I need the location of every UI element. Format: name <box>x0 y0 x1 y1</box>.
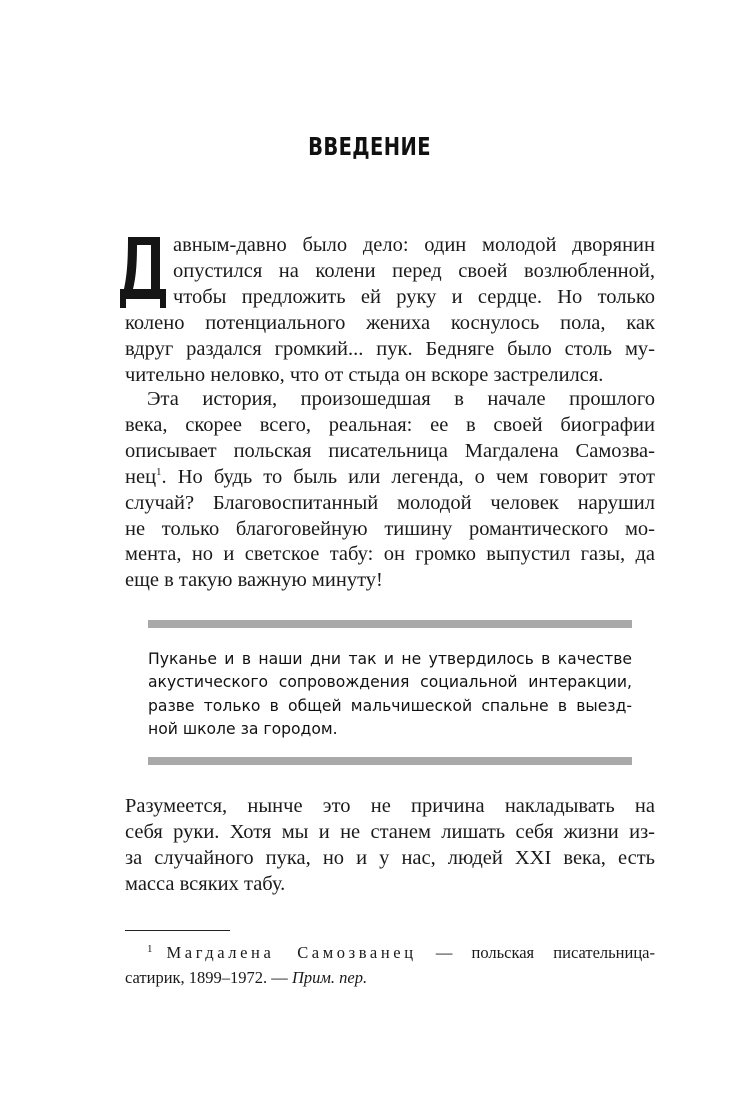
callout-top-rule <box>148 620 632 628</box>
text-line: масса всяких табу. <box>125 872 286 895</box>
text-line: Эта история, произошедшая в начале прошлого <box>147 388 655 410</box>
chapter-title: ВВЕДЕНИЕ <box>308 132 431 161</box>
footnote-line <box>125 940 655 965</box>
text-fragment: . Но будь то быль или легенда, о чем говорит этот <box>161 465 655 488</box>
text-line: случай? Благовоспитанный молодой человек нарушил <box>125 491 655 514</box>
callout-bottom-rule <box>148 757 632 765</box>
callout-box <box>148 648 632 742</box>
text-line: вдруг раздался громкий... пук. Бедняге было столь му- <box>125 337 655 360</box>
text-line: Разумеется, нынче это не причина накладывать на <box>125 795 655 817</box>
callout-line: разве только в общей мальчишеской спальне в выезд- <box>148 696 632 715</box>
text-line: не только благоговейную тишину романтического мо- <box>125 517 655 540</box>
footnote <box>125 940 655 990</box>
text-line: колено потенциального жениха коснулось пола, как <box>125 311 655 334</box>
text-line: века, скорее всего, реальная: ее в своей биографии <box>125 413 655 436</box>
text-line: чительно неловко, что от стыда он вскоре застрелился. <box>125 363 604 386</box>
footnote-divider <box>125 930 230 931</box>
text-line: еще в такую важную минуту! <box>125 569 383 592</box>
paragraph-3 <box>125 794 655 898</box>
text-line: мента, но и светское табу: он громко выпустил газы, да <box>125 543 655 566</box>
text-line: за случайного пука, но и у нас, людей XXI века, есть <box>125 846 655 869</box>
footnote-person-name: Магдалена Самозванец <box>166 943 417 962</box>
text-line <box>125 465 655 491</box>
footnote-line <box>125 965 655 990</box>
text-line: авным-давно было дело: один молодой дворянин <box>173 234 655 256</box>
callout-line: акустического сопровождения социальной интеракции, <box>148 673 632 692</box>
text-fragment: нец <box>125 465 157 488</box>
text-line: описывает польская писательница Магдалена Самозва- <box>125 439 655 462</box>
footnote-translator-note: Прим. пер. <box>291 968 368 987</box>
text-line: себя руки. Хотя мы и не станем лишать себя жизни из- <box>125 820 655 843</box>
callout-line: Пуканье и в наши дни так и не утвердилось в качестве <box>148 650 632 668</box>
callout-line: ной школе за городом. <box>148 720 338 739</box>
text-line: опустился на колени перед своей возлюбленной, <box>173 259 655 282</box>
footnote-marker: 1 <box>147 943 153 955</box>
paragraph-2 <box>125 387 655 594</box>
footnote-text: сатирик, 1899–1972. — <box>125 968 292 987</box>
text-line: чтобы предложить ей руку и сердце. Но только <box>173 285 655 308</box>
footnote-reference[interactable]: 1 <box>156 465 162 478</box>
paragraph-1 <box>125 233 655 388</box>
footnote-text: — польская писательница- <box>416 943 655 962</box>
